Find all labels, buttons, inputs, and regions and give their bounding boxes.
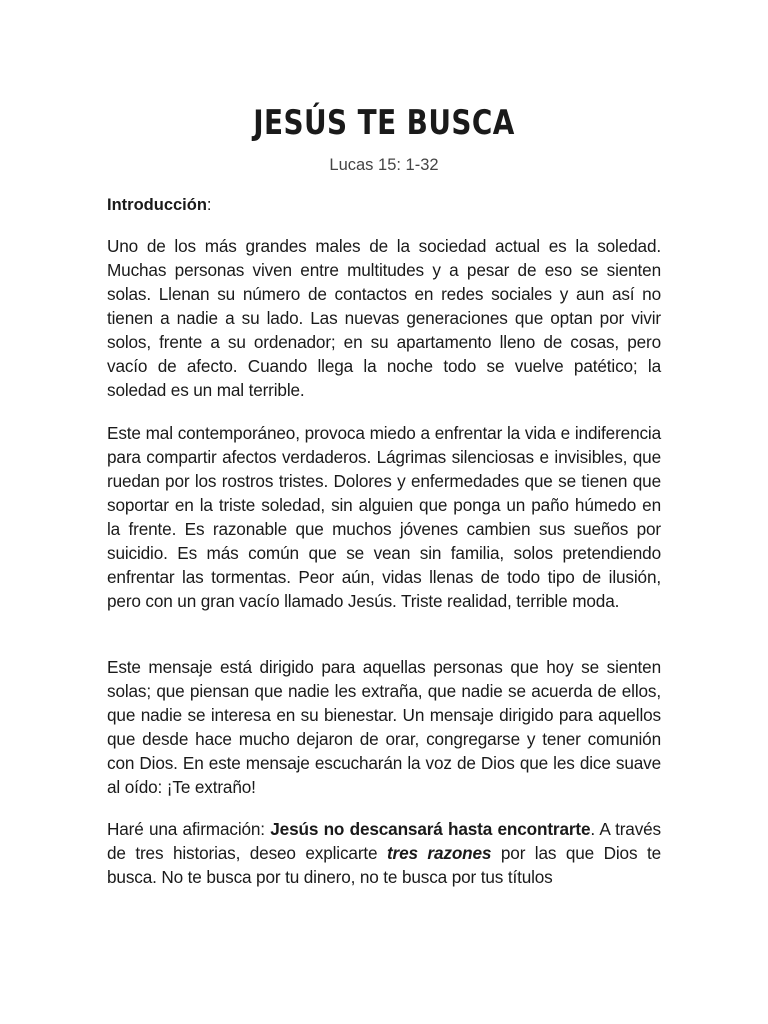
- document-title: JESÚS TE BUSCA: [253, 103, 515, 143]
- paragraph-3: Este mensaje está dirigido para aquellas personas que hoy se sienten solas; que piensan que nadie les extraña, que nadie se acuerda de ellos, que nadie se interesa en su bienestar. Un mensaje dirigido para aquellos que desde hace mucho dejaron de orar, congregarse y tener comunión con Dios. En este mensaje escucharán la voz de Dios que les dice suave al oído: ¡Te extraño!: [107, 657, 661, 797]
- introduction-label: Introducción: [107, 196, 207, 214]
- introduction-heading: [107, 194, 212, 216]
- paragraph-4-text-2: . A través de tres historias, deseo explicarte: [107, 819, 661, 863]
- paragraph-4: [107, 817, 661, 889]
- paragraph-4-emphasis: Jesús no descansará hasta encontrarte: [270, 819, 591, 839]
- paragraph-4-three-reasons: tres razones: [386, 843, 492, 863]
- paragraph-1: Uno de los más grandes males de la sociedad actual es la soledad. Muchas personas viven entre multitudes y a pesar de eso se sienten solas. Llenan su número de contactos en redes sociales y aun así no tienen a nadie a su lado. Las nuevas generaciones que optan por vivir solos, frente a su ordenador; en su apartamento lleno de cosas, pero vacío de afecto. Cuando llega la noche todo se vuelve patético; la soledad es un mal terrible.: [107, 236, 661, 400]
- paragraph-4-text-3: por las que Dios te busca. No te busca por tu dinero, no te busca por tus títulos: [107, 843, 661, 887]
- paragraph-2: Este mal contemporáneo, provoca miedo a enfrentar la vida e indiferencia para compartir afectos verdaderos. Lágrimas silenciosas e invisibles, que ruedan por los rostros tristes. Dolores y enfermedades que se tienen que soportar en la triste soledad, sin alguien que ponga un paño húmedo en la frente. Es razonable que muchos jóvenes cambien sus sueños por suicidio. Es más común que se vean sin familia, solos pretendiendo enfrentar las tormentas. Peor aún, vidas llenas de todo tipo de ilusión, pero con un gran vacío llamado Jesús. Triste realidad, terrible moda.: [107, 423, 661, 611]
- paragraph-4-text-1: Haré una afirmación:: [107, 819, 271, 839]
- bible-reference: Lucas 15: 1-32: [329, 156, 439, 174]
- introduction-colon: :: [206, 196, 212, 214]
